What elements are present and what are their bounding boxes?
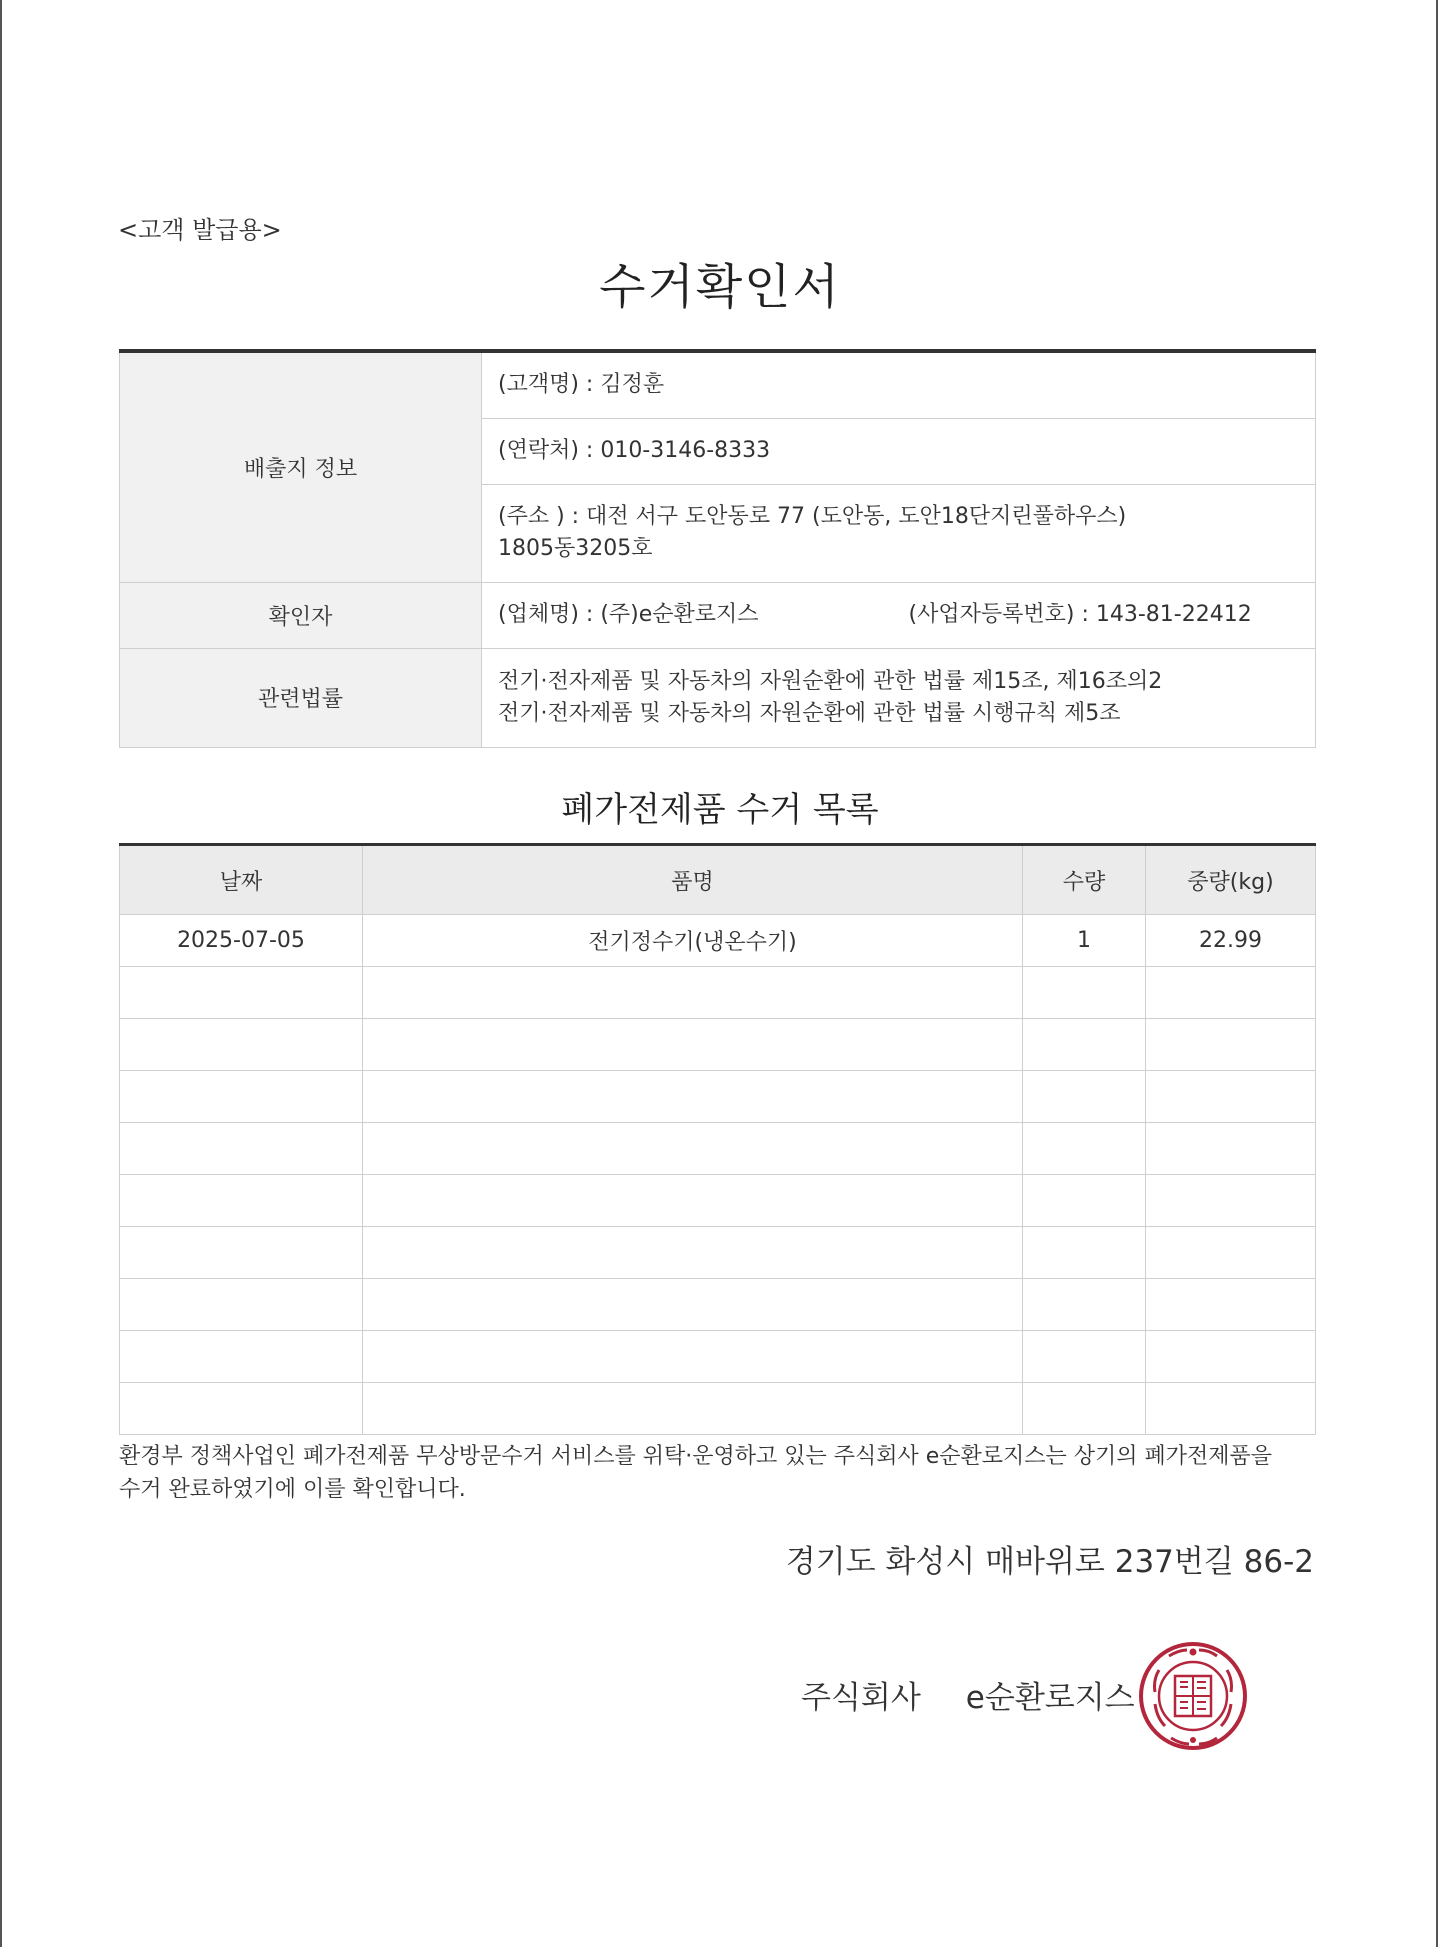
business-number: (사업자등록번호) : 143-81-22412 — [908, 602, 1252, 627]
table-row — [120, 1123, 1316, 1175]
cell-item — [363, 1227, 1023, 1279]
company-name-sign: e순환로지스 — [965, 1680, 1135, 1716]
company-address: 경기도 화성시 매바위로 237번길 86-2 — [785, 1544, 1314, 1580]
cell-weight — [1146, 1331, 1316, 1383]
cell-weight — [1146, 1019, 1316, 1071]
cell-date — [120, 1279, 363, 1331]
cell-item — [363, 1383, 1023, 1435]
cell-date — [120, 967, 363, 1019]
cell-qty — [1023, 1175, 1146, 1227]
cell-qty — [1023, 1019, 1146, 1071]
col-weight: 중량(kg) — [1146, 845, 1316, 915]
cell-weight — [1146, 1071, 1316, 1123]
law-text — [482, 648, 1316, 747]
table-row — [120, 1383, 1316, 1435]
cell-item — [363, 1331, 1023, 1383]
table-row — [120, 1331, 1316, 1383]
cell-qty — [1023, 1383, 1146, 1435]
table-row — [120, 1175, 1316, 1227]
table-row — [120, 1227, 1316, 1279]
cell-date: 2025-07-05 — [120, 915, 363, 967]
table-row — [120, 1071, 1316, 1123]
col-item: 품명 — [363, 845, 1023, 915]
cell-weight — [1146, 1383, 1316, 1435]
cell-weight — [1146, 1279, 1316, 1331]
cell-item — [363, 967, 1023, 1019]
confirmer-label: 확인자 — [120, 582, 482, 648]
cell-qty — [1023, 1123, 1146, 1175]
company-prefix: 주식회사 — [801, 1680, 921, 1716]
confirmer-info — [482, 582, 1316, 648]
cell-date — [120, 1123, 363, 1175]
customer-name: (고객명) : 김정훈 — [482, 351, 1316, 418]
table-row — [120, 1019, 1316, 1071]
cell-weight — [1146, 1227, 1316, 1279]
items-table — [119, 843, 1316, 1435]
address-line-2: 1805동3205호 — [498, 536, 653, 561]
document-title: 수거확인서 — [599, 259, 841, 315]
cell-item — [363, 1123, 1023, 1175]
cell-item — [363, 1279, 1023, 1331]
cell-date — [120, 1071, 363, 1123]
cell-item — [363, 1071, 1023, 1123]
cell-qty — [1023, 1279, 1146, 1331]
law-line-2: 전기·전자제품 및 자동차의 자원순환에 관한 법률 시행규칙 제5조 — [498, 700, 1121, 726]
table-row — [120, 967, 1316, 1019]
law-line-1: 전기·전자제품 및 자동차의 자원순환에 관한 법률 제15조, 제16조의2 — [498, 668, 1163, 694]
cell-date — [120, 1383, 363, 1435]
law-label: 관련법률 — [120, 648, 482, 747]
cell-weight — [1146, 1175, 1316, 1227]
cell-weight — [1146, 1123, 1316, 1175]
col-qty: 수량 — [1023, 845, 1146, 915]
cell-weight: 22.99 — [1146, 915, 1316, 967]
statement-line-1: 환경부 정책사업인 폐가전제품 무상방문수거 서비스를 위탁·운영하고 있는 주식회사 e순환로지스는 상기의 폐가전제품을 — [119, 1444, 1273, 1469]
col-date: 날짜 — [120, 845, 363, 915]
cell-date — [120, 1227, 363, 1279]
cell-qty — [1023, 1227, 1146, 1279]
cell-date — [120, 1019, 363, 1071]
customer-address — [482, 484, 1316, 582]
cell-weight — [1146, 967, 1316, 1019]
items-title: 폐가전제품 수거 목록 — [561, 790, 879, 830]
info-table — [119, 349, 1316, 748]
customer-contact: (연락처) : 010-3146-8333 — [482, 418, 1316, 484]
table-row — [120, 915, 1316, 967]
cell-date — [120, 1175, 363, 1227]
cell-item: 전기정수기(냉온수기) — [363, 915, 1023, 967]
cell-qty — [1023, 967, 1146, 1019]
company-seal-icon — [1137, 1640, 1249, 1752]
audience-label: <고객 발급용> — [118, 216, 282, 244]
company-signature — [801, 1672, 1135, 1717]
cell-date — [120, 1331, 363, 1383]
cell-qty — [1023, 1331, 1146, 1383]
cell-qty: 1 — [1023, 915, 1146, 967]
cell-item — [363, 1019, 1023, 1071]
cell-item — [363, 1175, 1023, 1227]
cell-qty — [1023, 1071, 1146, 1123]
table-row — [120, 1279, 1316, 1331]
address-line-1: (주소 ) : 대전 서구 도안동로 77 (도안동, 도안18단지린풀하우스) — [498, 504, 1127, 529]
origin-label: 배출지 정보 — [120, 351, 482, 582]
statement-line-2: 수거 완료하였기에 이를 확인합니다. — [119, 1477, 466, 1502]
confirmation-statement — [119, 1440, 1319, 1506]
company-name: (업체명) : (주)e순환로지스 — [498, 602, 759, 627]
